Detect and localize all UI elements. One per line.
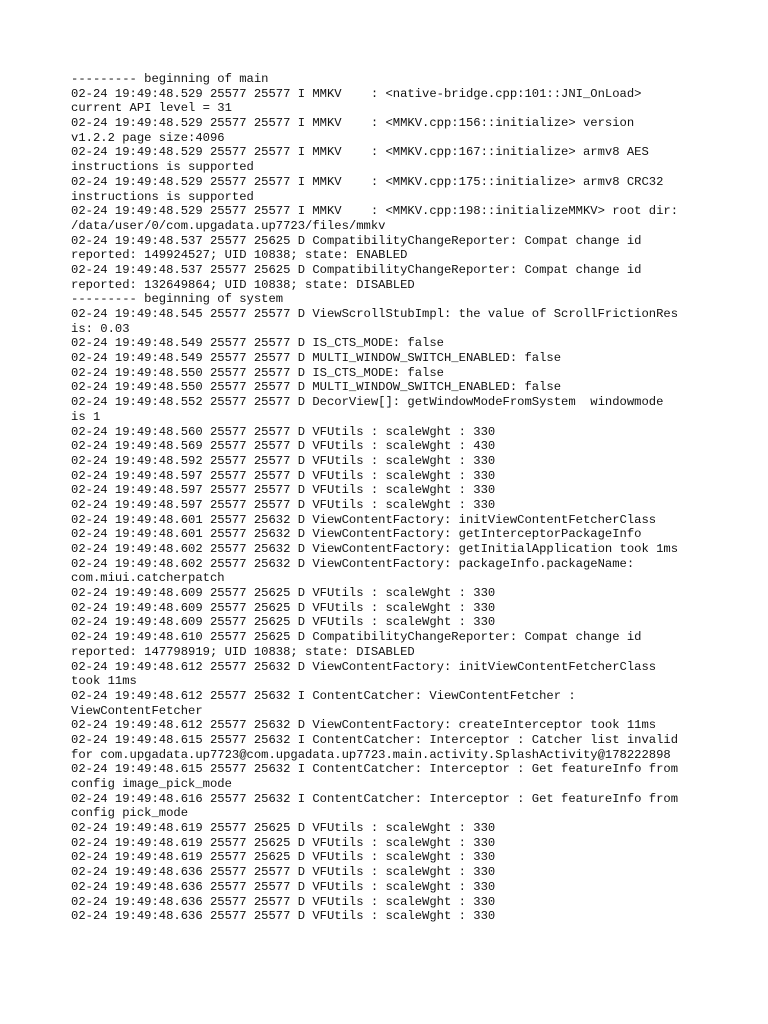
log-line: 02-24 19:49:48.619 25577 25625 D VFUtils : scaleWght : 330 — [71, 835, 496, 850]
log-line: reported: 149924527; UID 10838; state: ENABLED — [71, 248, 408, 263]
log-line: is 1 — [71, 409, 101, 424]
log-line: 02-24 19:49:48.619 25577 25625 D VFUtils : scaleWght : 330 — [71, 821, 496, 836]
log-line: 02-24 19:49:48.601 25577 25632 D ViewContentFactory: getInterceptorPackageInfo — [71, 527, 642, 542]
log-line: 02-24 19:49:48.569 25577 25577 D VFUtils : scaleWght : 430 — [71, 439, 496, 454]
log-line: 02-24 19:49:48.602 25577 25632 D ViewContentFactory: packageInfo.packageName: — [71, 556, 635, 571]
log-line: --------- beginning of system — [71, 292, 284, 307]
log-line: 02-24 19:49:48.529 25577 25577 I MMKV : <MMKV.cpp:175::initialize> armv8 CRC32 — [71, 174, 664, 189]
log-line: com.miui.catcherpatch — [71, 571, 225, 586]
log-line: reported: 147798919; UID 10838; state: DISABLED — [71, 644, 415, 659]
log-line: reported: 132649864; UID 10838; state: DISABLED — [71, 277, 415, 292]
log-line: 02-24 19:49:48.601 25577 25632 D ViewContentFactory: initViewContentFetcherClass — [71, 512, 657, 527]
log-line: 02-24 19:49:48.610 25577 25625 D CompatibilityChangeReporter: Compat change id — [71, 630, 642, 645]
log-line: 02-24 19:49:48.616 25577 25632 I ContentCatcher: Interceptor : Get featureInfo from — [71, 791, 679, 806]
log-line: 02-24 19:49:48.636 25577 25577 D VFUtils : scaleWght : 330 — [71, 909, 496, 924]
log-line: 02-24 19:49:48.592 25577 25577 D VFUtils : scaleWght : 330 — [71, 453, 496, 468]
log-line: 02-24 19:49:48.597 25577 25577 D VFUtils : scaleWght : 330 — [71, 483, 496, 498]
log-line: 02-24 19:49:48.550 25577 25577 D MULTI_WINDOW_SWITCH_ENABLED: false — [71, 380, 562, 395]
log-line: took 11ms — [71, 674, 137, 689]
log-line: 02-24 19:49:48.602 25577 25632 D ViewContentFactory: getInitialApplication took 1ms — [71, 542, 679, 556]
log-line: 02-24 19:49:48.609 25577 25625 D VFUtils : scaleWght : 330 — [71, 615, 496, 630]
log-line: 02-24 19:49:48.636 25577 25577 D VFUtils : scaleWght : 330 — [71, 865, 496, 880]
log-line: 02-24 19:49:48.597 25577 25577 D VFUtils : scaleWght : 330 — [71, 497, 496, 512]
log-line: 02-24 19:49:48.609 25577 25625 D VFUtils : scaleWght : 330 — [71, 600, 496, 615]
log-line: 02-24 19:49:48.612 25577 25632 D ViewContentFactory: createInterceptor took 11ms — [71, 718, 657, 733]
log-line: 02-24 19:49:48.549 25577 25577 D MULTI_WINDOW_SWITCH_ENABLED: false — [71, 351, 562, 366]
log-line: 02-24 19:49:48.597 25577 25577 D VFUtils : scaleWght : 330 — [71, 468, 496, 483]
log-line: 02-24 19:49:48.552 25577 25577 D DecorView[]: getWindowModeFromSystem windowmode — [71, 395, 664, 410]
log-line: 02-24 19:49:48.537 25577 25625 D CompatibilityChangeReporter: Compat change id — [71, 233, 642, 248]
log-line: 02-24 19:49:48.529 25577 25577 I MMKV : <MMKV.cpp:167::initialize> armv8 AES — [71, 145, 649, 160]
log-line: config pick_mode — [71, 806, 189, 821]
log-line: current API level = 31 — [71, 101, 232, 116]
log-line: 02-24 19:49:48.636 25577 25577 D VFUtils : scaleWght : 330 — [71, 894, 496, 909]
log-line: /data/user/0/com.upgadata.up7723/files/mmkv — [71, 218, 386, 233]
log-line: config image_pick_mode — [71, 777, 232, 791]
log-line: 02-24 19:49:48.560 25577 25577 D VFUtils : scaleWght : 330 — [71, 424, 496, 439]
log-line: 02-24 19:49:48.609 25577 25625 D VFUtils : scaleWght : 330 — [71, 586, 496, 601]
log-line: 02-24 19:49:48.529 25577 25577 I MMKV : <native-bridge.cpp:101::JNI_OnLoad> — [71, 86, 642, 101]
log-line: for com.upgadata.up7723@com.upgadata.up7723.main.activity.SplashActivity@178222898 — [71, 747, 671, 762]
log-line: instructions is supported — [71, 189, 254, 204]
log-line: 02-24 19:49:48.550 25577 25577 D IS_CTS_MODE: false — [71, 365, 444, 380]
log-line: 02-24 19:49:48.615 25577 25632 I ContentCatcher: Interceptor : Catcher list invalid — [71, 732, 679, 747]
log-line: --------- beginning of main — [71, 72, 269, 86]
log-line: 02-24 19:49:48.545 25577 25577 D ViewScrollStubImpl: the value of ScrollFrictionRes — [71, 307, 679, 321]
log-line: 02-24 19:49:48.529 25577 25577 I MMKV : <MMKV.cpp:156::initialize> version — [71, 116, 635, 131]
log-line: ViewContentFetcher — [71, 703, 203, 718]
log-document — [71, 72, 761, 924]
log-line: 02-24 19:49:48.537 25577 25625 D CompatibilityChangeReporter: Compat change id — [71, 262, 642, 277]
log-line: 02-24 19:49:48.529 25577 25577 I MMKV : <MMKV.cpp:198::initializeMMKV> root dir: — [71, 204, 679, 219]
log-line: is: 0.03 — [71, 321, 130, 336]
log-line: 02-24 19:49:48.549 25577 25577 D IS_CTS_MODE: false — [71, 336, 444, 351]
log-line: 02-24 19:49:48.612 25577 25632 D ViewContentFactory: initViewContentFetcherClass — [71, 659, 657, 674]
log-line: 02-24 19:49:48.619 25577 25625 D VFUtils : scaleWght : 330 — [71, 850, 496, 865]
log-line: instructions is supported — [71, 160, 254, 175]
log-line: 02-24 19:49:48.636 25577 25577 D VFUtils : scaleWght : 330 — [71, 879, 496, 894]
log-line: 02-24 19:49:48.615 25577 25632 I ContentCatcher: Interceptor : Get featureInfo from — [71, 762, 679, 777]
log-line: 02-24 19:49:48.612 25577 25632 I ContentCatcher: ViewContentFetcher : — [71, 688, 576, 703]
log-line: v1.2.2 page size:4096 — [71, 130, 225, 145]
